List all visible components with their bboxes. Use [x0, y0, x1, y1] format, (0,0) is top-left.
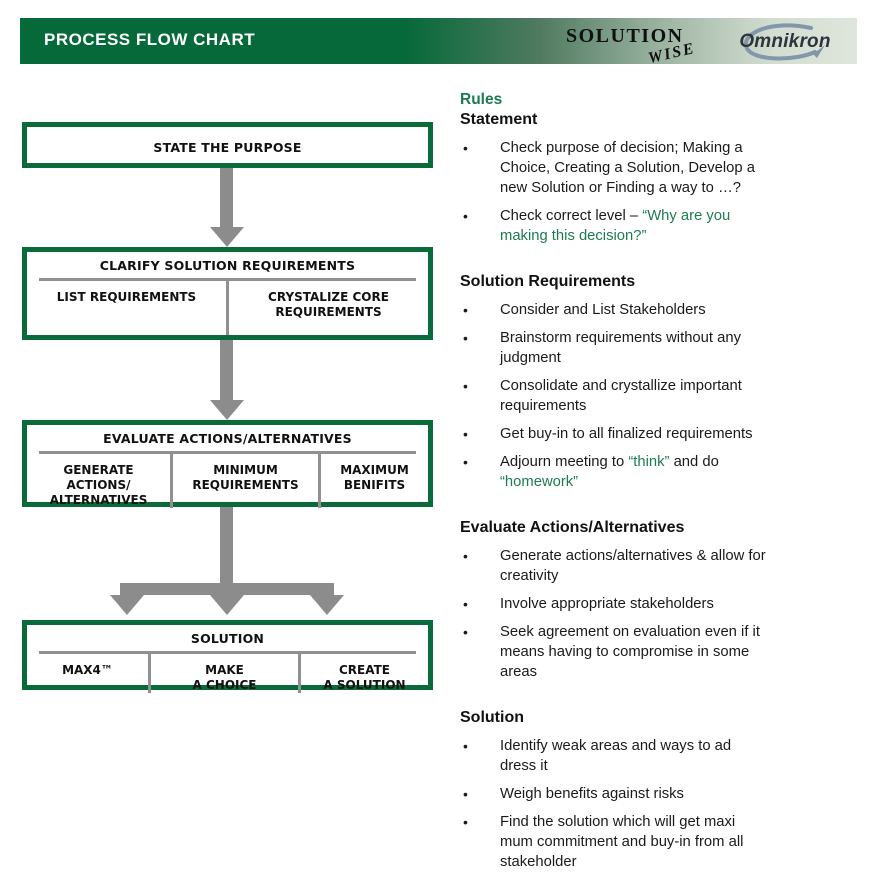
bullet-text	[500, 736, 864, 776]
bullet-text-segment: Get buy-in to all finalized requirements	[500, 426, 753, 442]
bullet-item	[460, 736, 864, 776]
flow-cell	[27, 454, 170, 508]
bullet-item	[460, 376, 864, 416]
flow-box-state-the-purpose	[22, 122, 433, 168]
flow-cell	[173, 454, 318, 508]
bullet-text-segment: Check purpose of decision; Making a	[500, 140, 743, 156]
flow-cell-line: GENERATE	[63, 463, 134, 477]
bullet-item	[460, 784, 864, 804]
bullet-dot: •	[463, 302, 468, 318]
flow-box-clarify-solution-requirements	[22, 247, 433, 340]
flow-cell-line: ACTIONS/	[66, 478, 131, 492]
flow-cell	[301, 654, 428, 693]
flow-cell-line: MAX4™	[62, 663, 113, 677]
bullet-item	[460, 546, 864, 586]
flow-cell	[151, 654, 298, 693]
rule-section-heading: Statement	[460, 111, 538, 128]
flow-arrow-head	[210, 595, 244, 615]
flow-box-cells	[27, 654, 428, 693]
solutionwise-logo-text: SOLUTION	[566, 25, 684, 47]
bullet-text	[500, 452, 864, 492]
solutionwise-logo-subtext: WISE	[646, 39, 698, 68]
rules-sections	[460, 110, 864, 872]
bullet-dot: •	[463, 140, 468, 156]
bullet-text	[500, 300, 864, 320]
flow-cell-line: A SOLUTION	[323, 678, 406, 692]
bullet-item	[460, 622, 864, 682]
bullet-text-segment: Weigh benefits against risks	[500, 786, 684, 802]
bullet-text-segment: judgment	[500, 350, 561, 366]
rule-section	[460, 708, 864, 872]
solutionwise-logo	[566, 25, 716, 68]
bullet-text-segment: areas	[500, 664, 538, 680]
flow-arrow-shaft	[220, 507, 233, 595]
bullet-dot: •	[463, 814, 468, 830]
flow-arrow-head	[110, 595, 144, 615]
bullet-text	[500, 424, 864, 444]
bullet-text	[500, 784, 864, 804]
bullet-text	[500, 328, 864, 368]
bullet-text	[500, 138, 864, 198]
bullet-text-segment: Seek agreement on evaluation even if it	[500, 624, 760, 640]
bullet-text-green-segment: “Why are you	[642, 208, 731, 224]
bullet-dot: •	[463, 786, 468, 802]
bullet-dot: •	[463, 548, 468, 564]
bullet-text-segment: creativity	[500, 568, 559, 584]
rules-title: Rules	[460, 91, 503, 108]
rule-section-heading: Solution	[460, 709, 524, 726]
bullet-item	[460, 138, 864, 198]
bullet-text-segment: new Solution or Finding a way to …?	[500, 180, 741, 196]
bullet-text	[500, 594, 864, 614]
bullet-text	[500, 622, 864, 682]
bullet-text-segment: Find the solution which will get maxi	[500, 814, 736, 830]
flow-arrow-head	[310, 595, 344, 615]
bullet-text-segment: Brainstorm requirements without any	[500, 330, 741, 346]
flow-box-title: SOLUTION	[190, 631, 265, 646]
flow-cell-line: REQUIREMENTS	[275, 305, 382, 319]
bullet-item	[460, 328, 864, 368]
flow-arrow-head	[210, 227, 244, 247]
rule-section	[460, 272, 864, 492]
flow-cell-line: MAKE	[205, 663, 244, 677]
rule-section-heading: Solution Requirements	[460, 273, 636, 290]
omnikron-logo	[725, 21, 843, 63]
bullet-text-segment: and do	[669, 454, 719, 470]
bullet-text-segment: Consolidate and crystallize important	[500, 378, 742, 394]
bullet-text-green-segment: “think”	[628, 454, 670, 470]
bullet-text-segment: Involve appropriate stakeholders	[500, 596, 714, 612]
bullet-item	[460, 452, 864, 492]
bullet-text-segment: Check correct level –	[500, 208, 643, 224]
flow-cell-line: REQUIREMENTS	[192, 478, 299, 492]
flowchart	[22, 122, 433, 690]
bullet-text	[500, 206, 864, 246]
bullet-dot: •	[463, 738, 468, 754]
flow-cell-line: CREATE	[339, 663, 390, 677]
rule-section	[460, 110, 864, 246]
flow-cell-line: CRYSTALIZE CORE	[268, 290, 389, 304]
flow-box-title: CLARIFY SOLUTION REQUIREMENTS	[99, 258, 356, 273]
bullet-text-segment: means having to compromise in some	[500, 644, 750, 660]
bullet-dot: •	[463, 454, 468, 470]
flow-box-evaluate-actions-alternatives	[22, 420, 433, 507]
bullet-dot: •	[463, 330, 468, 346]
flow-box-title: STATE THE PURPOSE	[153, 140, 302, 155]
flow-cell-line: A CHOICE	[192, 678, 257, 692]
bullet-dot: •	[463, 208, 468, 224]
bullet-text	[500, 812, 864, 872]
flow-cell	[321, 454, 428, 508]
bullet-text-segment: Identify weak areas and ways to ad	[500, 738, 732, 754]
bullet-item	[460, 594, 864, 614]
flow-box-title: EVALUATE ACTIONS/ALTERNATIVES	[103, 431, 352, 446]
flow-cell-line: LIST REQUIREMENTS	[56, 290, 197, 304]
bullet-dot: •	[463, 378, 468, 394]
flow-cell	[27, 654, 148, 693]
bullet-item	[460, 812, 864, 872]
bullet-item	[460, 300, 864, 320]
flow-box-cells	[27, 281, 428, 335]
flow-cell	[229, 281, 428, 335]
flow-arrow-shaft	[220, 340, 233, 401]
bullet-text-segment: Choice, Creating a Solution, Develop a	[500, 160, 755, 176]
bullet-text	[500, 376, 864, 416]
bullet-text-green-segment: “homework”	[500, 474, 579, 490]
flow-arrow-head	[210, 400, 244, 420]
bullet-item	[460, 206, 864, 246]
bullet-text-segment: Consider and List Stakeholders	[500, 302, 706, 318]
bullet-text-segment: mum commitment and buy-in from all	[500, 834, 744, 850]
bullet-text-segment: requirements	[500, 398, 587, 414]
flow-arrow-branch-bar	[120, 583, 334, 595]
page-title: PROCESS FLOW CHART	[44, 30, 256, 49]
bullet-text-segment: stakeholder	[500, 854, 577, 870]
header-bar	[20, 18, 857, 68]
bullet-text-segment: Generate actions/alternatives & allow for	[500, 548, 766, 564]
bullet-dot: •	[463, 624, 468, 640]
flow-cell-line: MAXIMUM	[340, 463, 409, 477]
flow-cell-line: BENIFITS	[343, 478, 406, 492]
rule-section	[460, 518, 864, 682]
bullet-text	[500, 546, 864, 586]
flow-cell-line: ALTERNATIVES	[49, 493, 148, 507]
bullet-item	[460, 424, 864, 444]
bullet-text-segment: Adjourn meeting to	[500, 454, 629, 470]
bullet-text-segment: dress it	[500, 758, 548, 774]
flow-cell	[27, 281, 226, 335]
omnikron-logo-text: Omnikron	[739, 31, 831, 52]
flow-cell-line: MINIMUM	[213, 463, 278, 477]
rule-section-heading: Evaluate Actions/Alternatives	[460, 519, 685, 536]
rules-panel	[460, 90, 864, 872]
flow-arrow-shaft	[220, 168, 233, 228]
flow-box-solution	[22, 620, 433, 690]
bullet-dot: •	[463, 596, 468, 612]
bullet-dot: •	[463, 426, 468, 442]
flow-box-cells	[27, 454, 428, 508]
bullet-text-green-segment: making this decision?”	[500, 228, 647, 244]
